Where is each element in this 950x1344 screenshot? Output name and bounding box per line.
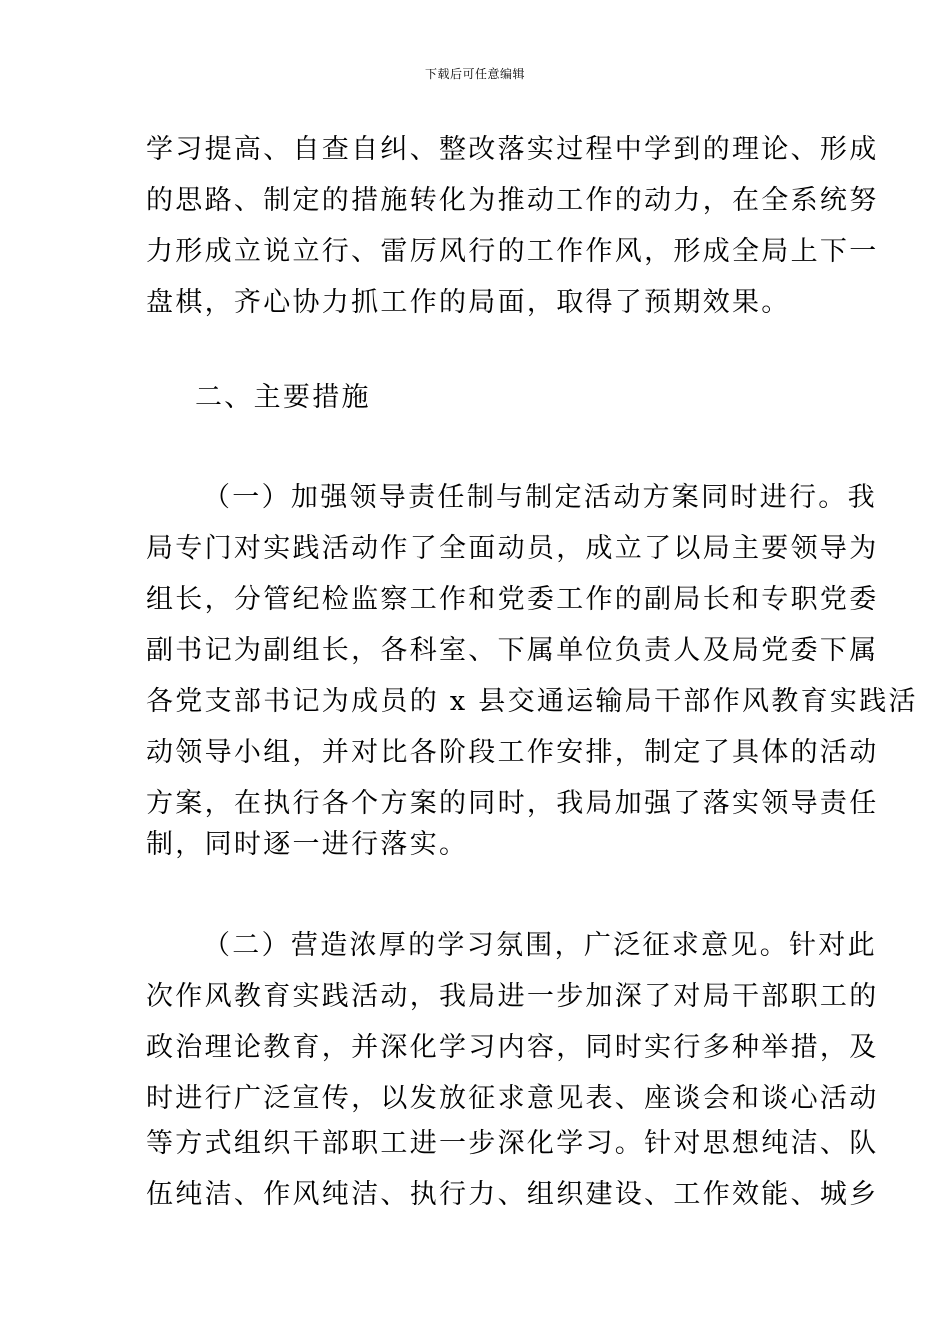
body-line: 时进行广泛宣传，以发放征求意见表、座谈会和谈心活动	[146, 1083, 879, 1114]
body-line: 局专门对实践活动作了全面动员，成立了以局主要领导为	[146, 533, 879, 564]
body-line: 制，同时逐一进行落实。	[146, 829, 469, 860]
body-line: 各党支部书记为成员的 x 县交通运输局干部作风教育实践活	[146, 686, 918, 717]
body-line: （二）营造浓厚的学习氛围，广泛征求意见。针对此	[203, 930, 877, 961]
section-heading: 二、主要措施	[195, 382, 371, 413]
body-line: 的思路、制定的措施转化为推动工作的动力，在全系统努	[146, 185, 879, 216]
body-line: 方案，在执行各个方案的同时，我局加强了落实领导责任	[146, 788, 879, 819]
body-line: 政治理论教育，并深化学习内容，同时实行多种举措，及	[146, 1032, 879, 1063]
body-line: 动领导小组，并对比各阶段工作安排，制定了具体的活动	[146, 737, 879, 768]
body-line: 等方式组织干部职工进一步深化学习。针对思想纯洁、队	[146, 1128, 879, 1159]
header-note: 下载后可任意编辑	[424, 67, 525, 81]
body-line: 副书记为副组长，各科室、下属单位负责人及局党委下属	[146, 635, 879, 666]
body-line: 学习提高、自查自纠、整改落实过程中学到的理论、形成	[146, 134, 879, 165]
body-line: 盘棋，齐心协力抓工作的局面，取得了预期效果。	[146, 287, 791, 318]
body-line: 次作风教育实践活动，我局进一步加深了对局干部职工的	[146, 981, 879, 1012]
body-line: 组长，分管纪检监察工作和党委工作的副局长和专职党委	[146, 584, 879, 615]
body-line: （一）加强领导责任制与制定活动方案同时进行。我	[203, 482, 877, 513]
body-line: 力形成立说立行、雷厉风行的工作作风，形成全局上下一	[146, 236, 879, 267]
body-line: 伍纯洁、作风纯洁、执行力、组织建设、工作效能、城乡	[146, 1179, 879, 1210]
